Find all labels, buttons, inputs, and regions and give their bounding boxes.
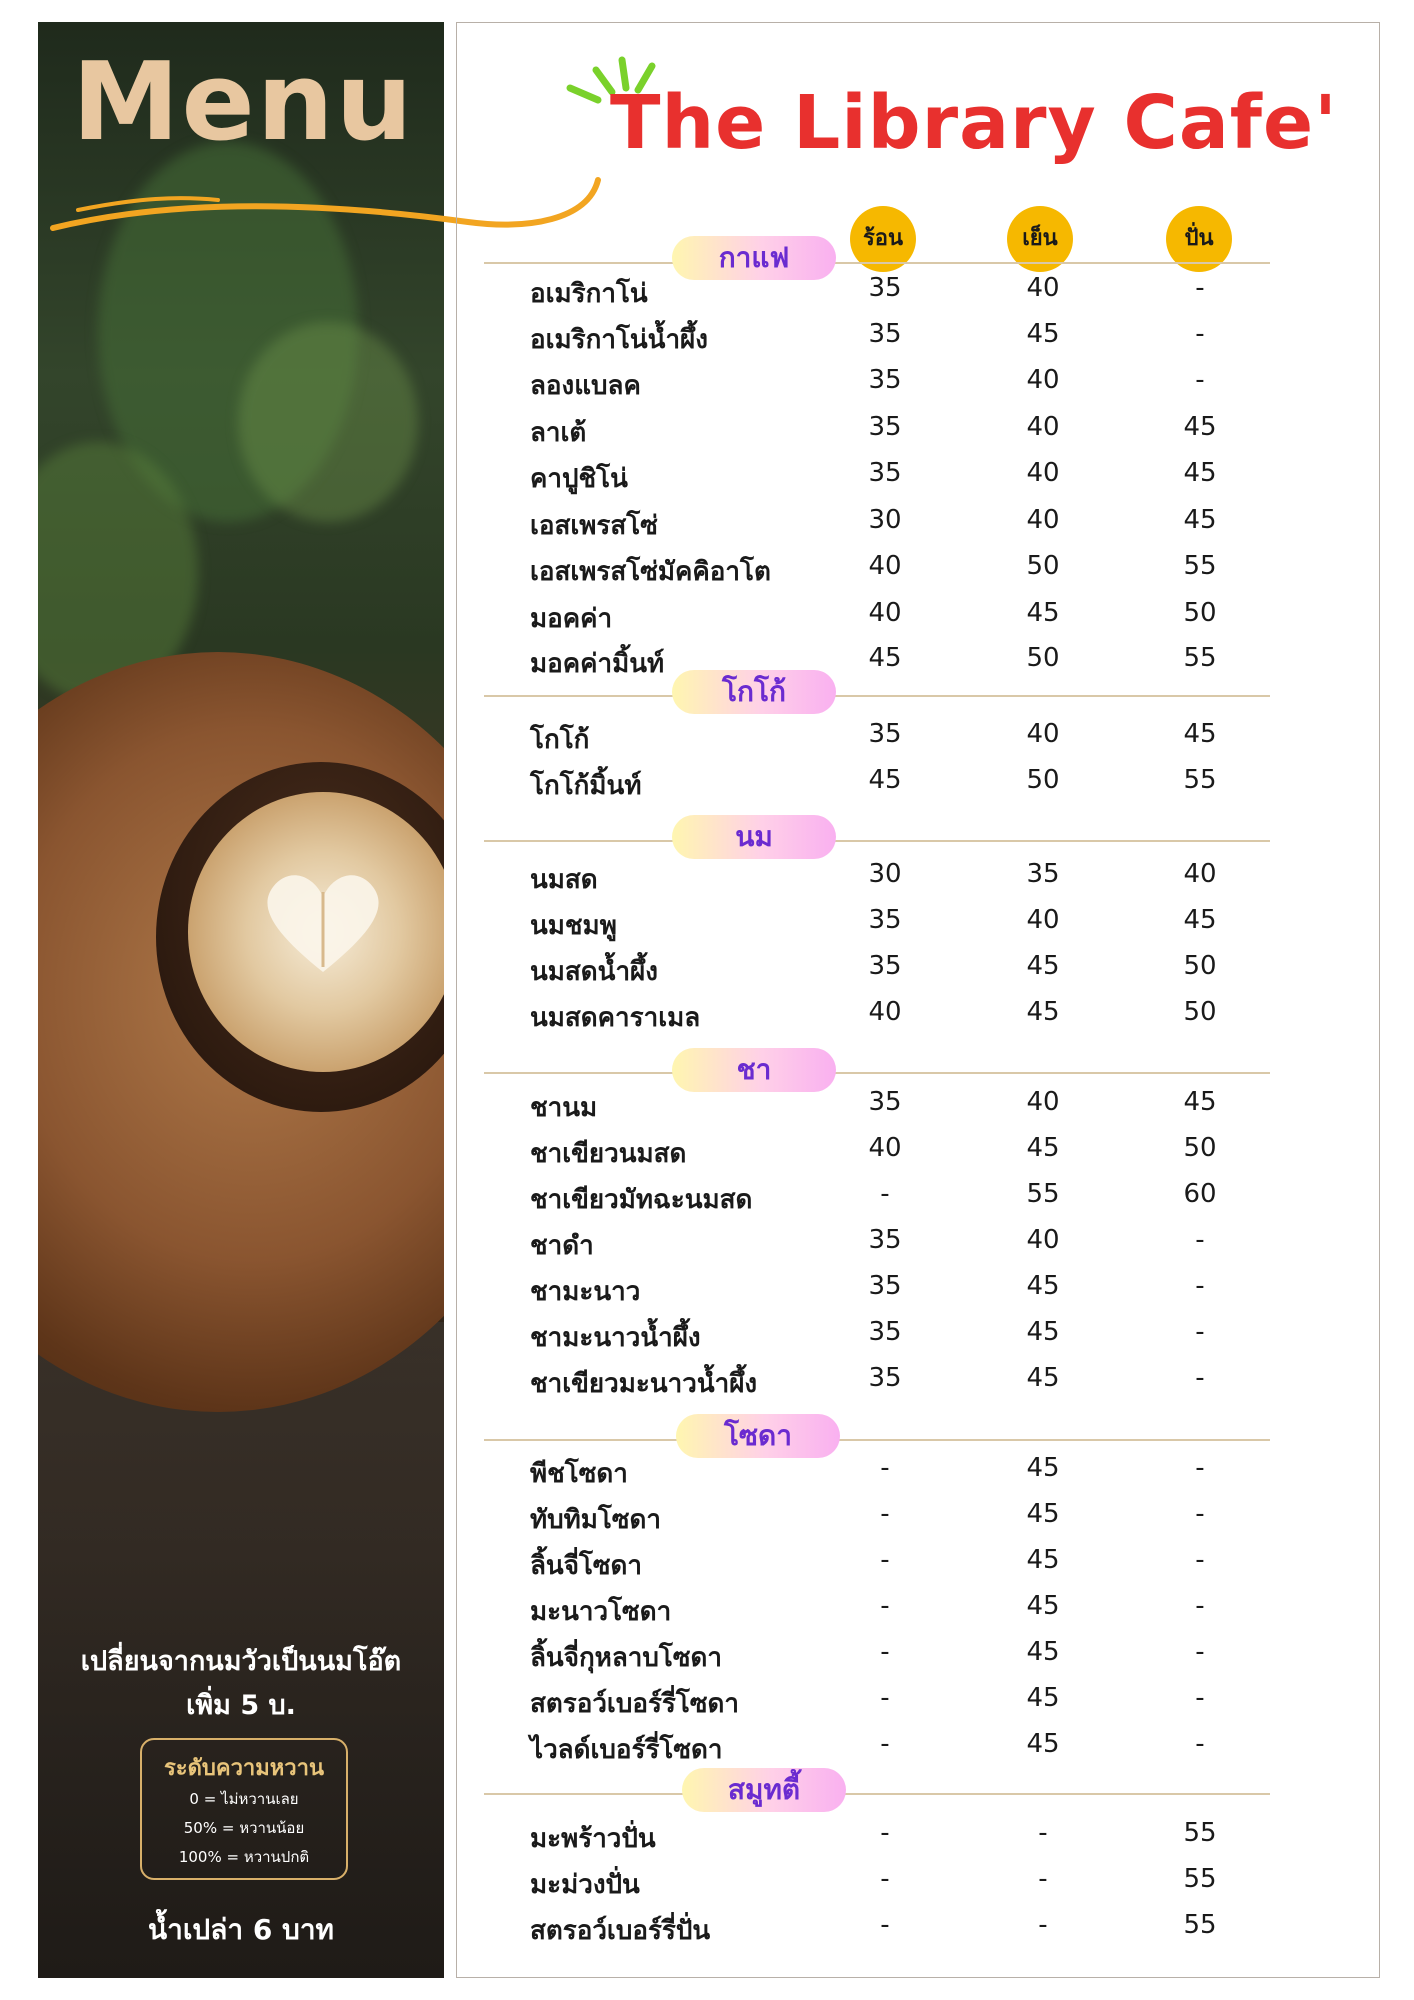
- price-hot: 35: [868, 1271, 902, 1301]
- column-iced: เย็น: [1007, 206, 1073, 272]
- price-hot: -: [880, 1499, 890, 1529]
- menu-item-row: [530, 1453, 1230, 1497]
- price-hot: -: [880, 1864, 890, 1894]
- price-hot: -: [880, 1818, 890, 1848]
- price-frappe: -: [1195, 1271, 1205, 1301]
- item-name: ชานม: [530, 1093, 598, 1123]
- price-iced: 40: [1026, 719, 1060, 749]
- item-name: สตรอว์เบอร์รี่โซดา: [530, 1689, 739, 1719]
- price-iced: 45: [1026, 1545, 1060, 1575]
- price-frappe: -: [1195, 365, 1205, 395]
- category-divider: [484, 1072, 1270, 1074]
- price-hot: 45: [868, 643, 902, 673]
- item-name: นมสดคาราเมล: [530, 1003, 701, 1033]
- price-iced: 50: [1026, 551, 1060, 581]
- item-name: ชาดำ: [530, 1231, 594, 1261]
- price-hot: -: [880, 1683, 890, 1713]
- price-iced: 40: [1026, 905, 1060, 935]
- price-hot: 35: [868, 951, 902, 981]
- latte-art-heart-icon: [253, 862, 393, 982]
- sweetness-level: 0 = ไม่หวานเลย: [189, 1790, 299, 1808]
- price-iced: 35: [1026, 859, 1060, 889]
- item-name: ชามะนาวน้ำผึ้ง: [530, 1323, 701, 1353]
- item-name: มะม่วงปั่น: [530, 1870, 640, 1900]
- item-name: นมสดน้ำผึ้ง: [530, 957, 658, 987]
- menu-item-row: [530, 1818, 1230, 1862]
- price-hot: -: [880, 1591, 890, 1621]
- price-iced: 45: [1026, 1271, 1060, 1301]
- price-frappe: 50: [1183, 598, 1217, 628]
- price-frappe: 55: [1183, 765, 1217, 795]
- menu-item-row: [530, 1179, 1230, 1223]
- menu-item-row: [530, 905, 1230, 949]
- column-hot: ร้อน: [850, 206, 916, 272]
- column-frappe: ปั่น: [1166, 206, 1232, 272]
- item-name: โกโก้มิ้นท์: [530, 771, 642, 801]
- menu-item-row: [530, 1637, 1230, 1681]
- item-name: พีชโซดา: [530, 1459, 628, 1489]
- price-hot: 35: [868, 1225, 902, 1255]
- price-frappe: 60: [1183, 1179, 1217, 1209]
- price-hot: 35: [868, 905, 902, 935]
- oat-note-line2: เพิ่ม 5 บ.: [186, 1690, 296, 1721]
- price-iced: 45: [1026, 1363, 1060, 1393]
- menu-item-row: [530, 551, 1230, 595]
- price-frappe: -: [1195, 1591, 1205, 1621]
- price-frappe: 50: [1183, 1133, 1217, 1163]
- price-frappe: 55: [1183, 1910, 1217, 1940]
- price-iced: 50: [1026, 765, 1060, 795]
- price-hot: 40: [868, 997, 902, 1027]
- price-hot: -: [880, 1910, 890, 1940]
- price-iced: 45: [1026, 1683, 1060, 1713]
- price-hot: 30: [868, 505, 902, 535]
- price-hot: 35: [868, 1087, 902, 1117]
- item-name: ลิ้นจี่กุหลาบโซดา: [530, 1643, 722, 1673]
- item-name: ชามะนาว: [530, 1277, 641, 1307]
- item-name: คาปูชิโน่: [530, 464, 628, 494]
- menu-item-row: [530, 1545, 1230, 1589]
- price-iced: 45: [1026, 1499, 1060, 1529]
- sweetness-level: 100% = หวานปกติ: [178, 1848, 310, 1866]
- price-frappe: -: [1195, 1453, 1205, 1483]
- item-name: สตรอว์เบอร์รี่ปั่น: [530, 1916, 711, 1946]
- price-hot: 35: [868, 1363, 902, 1393]
- item-name: นมสด: [530, 865, 598, 895]
- price-iced: 45: [1026, 1591, 1060, 1621]
- price-frappe: -: [1195, 1317, 1205, 1347]
- menu-item-row: [530, 1271, 1230, 1315]
- menu-item-row: [530, 412, 1230, 456]
- price-frappe: 55: [1183, 551, 1217, 581]
- sweetness-level: 50% = หวานน้อย: [183, 1819, 305, 1837]
- menu-item-row: [530, 598, 1230, 642]
- price-hot: -: [880, 1453, 890, 1483]
- price-iced: 45: [1026, 997, 1060, 1027]
- price-iced: 45: [1026, 598, 1060, 628]
- menu-item-row: [530, 365, 1230, 409]
- price-iced: 40: [1026, 1087, 1060, 1117]
- category-heading: กาแฟ: [672, 236, 836, 280]
- price-frappe: 45: [1183, 412, 1217, 442]
- price-hot: -: [880, 1637, 890, 1667]
- price-frappe: -: [1195, 273, 1205, 303]
- menu-item-row: [530, 1363, 1230, 1407]
- menu-item-row: [530, 505, 1230, 549]
- menu-item-row: [530, 951, 1230, 995]
- price-hot: -: [880, 1545, 890, 1575]
- price-frappe: 45: [1183, 458, 1217, 488]
- menu-item-row: [530, 643, 1230, 687]
- item-name: ชาเขียวนมสด: [530, 1139, 687, 1169]
- price-iced: 45: [1026, 319, 1060, 349]
- price-iced: 45: [1026, 1317, 1060, 1347]
- price-frappe: -: [1195, 1637, 1205, 1667]
- menu-item-row: [530, 273, 1230, 317]
- item-name: ลองแบลค: [530, 371, 641, 401]
- price-hot: -: [880, 1729, 890, 1759]
- menu-item-row: [530, 859, 1230, 903]
- price-frappe: 45: [1183, 905, 1217, 935]
- sweetness-legend: [140, 1738, 348, 1880]
- price-iced: 40: [1026, 458, 1060, 488]
- price-iced: 45: [1026, 1729, 1060, 1759]
- category-heading: สมูทตี้: [682, 1768, 846, 1812]
- price-frappe: -: [1195, 1499, 1205, 1529]
- price-frappe: 50: [1183, 997, 1217, 1027]
- price-frappe: 50: [1183, 951, 1217, 981]
- price-hot: 40: [868, 598, 902, 628]
- price-iced: 50: [1026, 643, 1060, 673]
- item-name: ทับทิมโซดา: [530, 1505, 662, 1535]
- menu-item-row: [530, 1683, 1230, 1727]
- price-frappe: -: [1195, 1729, 1205, 1759]
- price-iced: 40: [1026, 273, 1060, 303]
- price-iced: 45: [1026, 1133, 1060, 1163]
- price-iced: 45: [1026, 1453, 1060, 1483]
- oat-milk-note: [38, 1640, 444, 1728]
- price-frappe: 45: [1183, 1087, 1217, 1117]
- price-frappe: -: [1195, 1545, 1205, 1575]
- oat-note-line1: เปลี่ยนจากนมวัวเป็นนมโอ๊ต: [80, 1646, 402, 1677]
- cafe-name: The Library Cafe': [610, 80, 1338, 166]
- category-heading: โซดา: [676, 1414, 840, 1458]
- item-name: ไวลด์เบอร์รี่โซดา: [530, 1735, 723, 1765]
- category-heading: ชา: [672, 1048, 836, 1092]
- price-hot: 35: [868, 365, 902, 395]
- leaf-blur: [238, 322, 418, 522]
- item-name: มอคค่า: [530, 604, 613, 634]
- menu-item-row: [530, 1087, 1230, 1131]
- item-name: มะพร้าวปั่น: [530, 1824, 656, 1854]
- price-iced: 40: [1026, 1225, 1060, 1255]
- price-hot: 35: [868, 458, 902, 488]
- price-hot: 40: [868, 551, 902, 581]
- price-iced: 55: [1026, 1179, 1060, 1209]
- item-name: มะนาวโซดา: [530, 1597, 672, 1627]
- menu-item-row: [530, 1910, 1230, 1954]
- item-name: มอคค่ามิ้นท์: [530, 649, 665, 679]
- price-frappe: 45: [1183, 719, 1217, 749]
- category-heading: นม: [672, 815, 836, 859]
- item-name: ชาเขียวมัทฉะนมสด: [530, 1185, 753, 1215]
- price-hot: 45: [868, 765, 902, 795]
- item-name: โกโก้: [530, 725, 590, 755]
- price-frappe: -: [1195, 1683, 1205, 1713]
- price-iced: 40: [1026, 412, 1060, 442]
- price-frappe: -: [1195, 319, 1205, 349]
- item-name: เอสเพรสโซ่: [530, 511, 658, 541]
- item-name: อเมริกาโน่: [530, 279, 648, 309]
- price-hot: -: [880, 1179, 890, 1209]
- menu-item-row: [530, 997, 1230, 1041]
- category-divider: [484, 1793, 1270, 1795]
- menu-item-row: [530, 1225, 1230, 1269]
- price-iced: -: [1038, 1818, 1048, 1848]
- menu-item-row: [530, 1499, 1230, 1543]
- price-hot: 40: [868, 1133, 902, 1163]
- menu-item-row: [530, 1317, 1230, 1361]
- price-iced: -: [1038, 1910, 1048, 1940]
- price-frappe: -: [1195, 1363, 1205, 1393]
- price-frappe: -: [1195, 1225, 1205, 1255]
- menu-item-row: [530, 719, 1230, 763]
- price-iced: 40: [1026, 505, 1060, 535]
- item-name: เอสเพรสโซ่มัคคิอาโต: [530, 557, 771, 587]
- water-price: น้ำเปล่า 6 บาท: [147, 1913, 335, 1946]
- price-frappe: 55: [1183, 643, 1217, 673]
- category-divider: [484, 262, 1270, 264]
- category-divider: [484, 840, 1270, 842]
- price-iced: 45: [1026, 1637, 1060, 1667]
- item-name: ลาเต้: [530, 418, 587, 448]
- menu-item-row: [530, 319, 1230, 363]
- price-hot: 35: [868, 1317, 902, 1347]
- item-name: ลิ้นจี่โซดา: [530, 1551, 643, 1581]
- price-hot: 35: [868, 319, 902, 349]
- item-name: ชาเขียวมะนาวน้ำผึ้ง: [530, 1369, 758, 1399]
- price-hot: 35: [868, 273, 902, 303]
- price-frappe: 45: [1183, 505, 1217, 535]
- price-hot: 35: [868, 719, 902, 749]
- menu-item-row: [530, 458, 1230, 502]
- menu-title: Menu: [72, 40, 415, 165]
- menu-item-row: [530, 1729, 1230, 1773]
- price-frappe: 55: [1183, 1864, 1217, 1894]
- menu-item-row: [530, 1864, 1230, 1908]
- category-divider: [484, 695, 1270, 697]
- item-name: นมชมพู: [530, 911, 617, 941]
- price-frappe: 40: [1183, 859, 1217, 889]
- menu-item-row: [530, 1591, 1230, 1635]
- price-hot: 35: [868, 412, 902, 442]
- price-frappe: 55: [1183, 1818, 1217, 1848]
- item-name: อเมริกาโน่น้ำผึ้ง: [530, 325, 708, 355]
- category-heading: โกโก้: [672, 670, 836, 714]
- price-iced: -: [1038, 1864, 1048, 1894]
- price-iced: 45: [1026, 951, 1060, 981]
- price-hot: 30: [868, 859, 902, 889]
- menu-item-row: [530, 765, 1230, 809]
- price-iced: 40: [1026, 365, 1060, 395]
- menu-item-row: [530, 1133, 1230, 1177]
- category-divider: [484, 1439, 1270, 1441]
- sweetness-title: ระดับความหวาน: [163, 1756, 325, 1781]
